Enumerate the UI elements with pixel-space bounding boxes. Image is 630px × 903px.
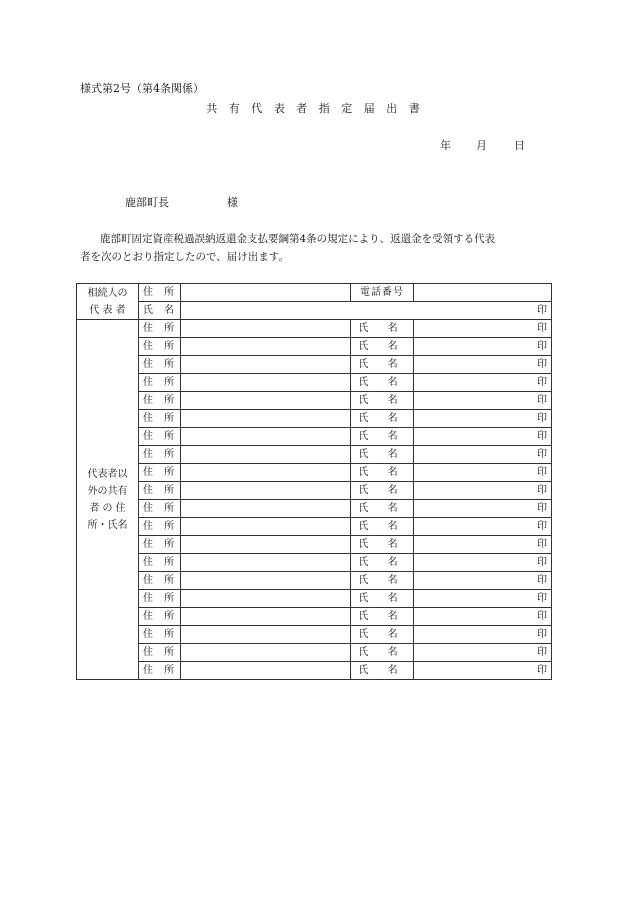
co-owner-seal-mark: 印 [537, 377, 547, 388]
co-owner-row [77, 392, 552, 410]
co-owner-address-field[interactable] [181, 608, 351, 626]
co-owner-name-field[interactable] [414, 410, 552, 428]
co-owner-name-field[interactable] [414, 644, 552, 662]
co-owner-address-field[interactable] [181, 590, 351, 608]
co-owner-row [77, 626, 552, 644]
co-owner-seal-mark: 印 [537, 341, 547, 352]
co-owner-name-field[interactable] [414, 320, 552, 338]
rep-name-label: 氏 名 [139, 302, 181, 320]
co-owner-row [77, 482, 552, 500]
co-owner-seal-mark: 印 [537, 611, 547, 622]
co-owner-row [77, 662, 552, 680]
co-owner-address-label: 住 所 [139, 482, 181, 500]
co-owner-name-field[interactable] [414, 464, 552, 482]
co-owner-name-label: 氏 名 [351, 356, 414, 374]
co-owner-address-label: 住 所 [139, 356, 181, 374]
rep-label-line-2: 代 表 者 [89, 304, 126, 316]
co-owner-seal-mark: 印 [537, 485, 547, 496]
co-owner-address-field[interactable] [181, 662, 351, 680]
co-owner-name-field[interactable] [414, 500, 552, 518]
date-day-label: 日 [514, 139, 525, 152]
co-owner-name-field[interactable] [414, 338, 552, 356]
co-owner-seal-mark: 印 [537, 539, 547, 550]
co-owner-address-label: 住 所 [139, 320, 181, 338]
co-owner-address-label: 住 所 [139, 608, 181, 626]
co-owner-seal-mark: 印 [537, 395, 547, 406]
co-owner-row [77, 338, 552, 356]
co-owner-row [77, 320, 552, 338]
co-owner-address-label: 住 所 [139, 428, 181, 446]
co-owner-address-field[interactable] [181, 554, 351, 572]
co-owner-name-field[interactable] [414, 590, 552, 608]
co-owner-address-label: 住 所 [139, 518, 181, 536]
co-owner-address-field[interactable] [181, 410, 351, 428]
co-owner-address-field[interactable] [181, 500, 351, 518]
co-owner-name-label: 氏 名 [351, 590, 414, 608]
co-owner-name-label: 氏 名 [351, 644, 414, 662]
co-owner-seal-mark: 印 [537, 449, 547, 460]
phone-label: 電話番号 [351, 284, 414, 302]
co-owner-address-label: 住 所 [139, 626, 181, 644]
co-owner-address-field[interactable] [181, 518, 351, 536]
co-owner-label-line-1: 代表者以 [87, 468, 128, 480]
co-owner-name-label: 氏 名 [351, 320, 414, 338]
co-owner-seal-mark: 印 [537, 323, 547, 334]
co-owner-label-line-2: 外の共有 [87, 485, 128, 497]
form-number: 様式第2号（第4条関係） [80, 82, 204, 95]
co-owner-name-field[interactable] [414, 626, 552, 644]
co-owner-seal-mark: 印 [537, 665, 547, 676]
rep-name-row [77, 302, 552, 320]
co-owner-seal-mark: 印 [537, 593, 547, 604]
co-owner-name-field[interactable] [414, 446, 552, 464]
co-owner-address-label: 住 所 [139, 446, 181, 464]
co-owner-address-label: 住 所 [139, 662, 181, 680]
co-owner-name-field[interactable] [414, 482, 552, 500]
co-owner-name-label: 氏 名 [351, 464, 414, 482]
co-owner-address-field[interactable] [181, 374, 351, 392]
co-owner-address-label: 住 所 [139, 500, 181, 518]
rep-address-row [77, 284, 552, 302]
co-owner-address-field[interactable] [181, 644, 351, 662]
co-owner-name-field[interactable] [414, 518, 552, 536]
co-owner-row [77, 572, 552, 590]
co-owner-name-label: 氏 名 [351, 410, 414, 428]
co-owner-address-field[interactable] [181, 320, 351, 338]
co-owner-address-field[interactable] [181, 536, 351, 554]
co-owner-name-label: 氏 名 [351, 338, 414, 356]
co-owner-name-label: 氏 名 [351, 374, 414, 392]
co-owner-name-field[interactable] [414, 428, 552, 446]
co-owner-name-label: 氏 名 [351, 392, 414, 410]
co-owner-name-label: 氏 名 [351, 536, 414, 554]
co-owner-seal-mark: 印 [537, 359, 547, 370]
addressee-honorific: 様 [227, 196, 238, 209]
co-owner-name-field[interactable] [414, 536, 552, 554]
co-owner-row [77, 644, 552, 662]
body-text [80, 230, 550, 266]
co-owner-address-label: 住 所 [139, 374, 181, 392]
designation-table [76, 283, 552, 680]
co-owner-seal-mark: 印 [537, 431, 547, 442]
co-owner-address-label: 住 所 [139, 392, 181, 410]
co-owner-name-field[interactable] [414, 554, 552, 572]
rep-label-cell [77, 284, 139, 320]
co-owner-row [77, 464, 552, 482]
co-owner-name-label: 氏 名 [351, 554, 414, 572]
date-year-label: 年 [440, 139, 451, 152]
date-line [440, 137, 525, 153]
co-owner-row [77, 590, 552, 608]
co-owner-address-label: 住 所 [139, 410, 181, 428]
co-owner-address-label: 住 所 [139, 464, 181, 482]
rep-address-field[interactable] [181, 284, 351, 302]
rep-address-label: 住 所 [139, 284, 181, 302]
co-owner-address-field[interactable] [181, 338, 351, 356]
co-owner-name-field[interactable] [414, 608, 552, 626]
co-owner-name-field[interactable] [414, 572, 552, 590]
co-owner-name-label: 氏 名 [351, 608, 414, 626]
rep-label-line-1: 相続人の [87, 287, 128, 299]
co-owner-address-field[interactable] [181, 482, 351, 500]
co-owner-seal-mark: 印 [537, 647, 547, 658]
co-owner-row [77, 446, 552, 464]
co-owner-address-label: 住 所 [139, 554, 181, 572]
phone-field[interactable] [414, 284, 552, 302]
co-owner-label-line-4: 所・氏名 [87, 519, 128, 531]
co-owner-name-label: 氏 名 [351, 518, 414, 536]
co-owner-seal-mark: 印 [537, 557, 547, 568]
co-owner-row [77, 536, 552, 554]
co-owner-row [77, 356, 552, 374]
co-owner-address-label: 住 所 [139, 572, 181, 590]
co-owner-row [77, 608, 552, 626]
co-owner-row [77, 554, 552, 572]
co-owner-row [77, 374, 552, 392]
co-owner-seal-mark: 印 [537, 413, 547, 424]
co-owner-name-label: 氏 名 [351, 482, 414, 500]
co-owner-name-label: 氏 名 [351, 500, 414, 518]
co-owner-row [77, 410, 552, 428]
co-owner-seal-mark: 印 [537, 503, 547, 514]
co-owner-name-field[interactable] [414, 356, 552, 374]
co-owner-address-field[interactable] [181, 626, 351, 644]
co-owner-row [77, 428, 552, 446]
co-owner-row [77, 500, 552, 518]
co-owner-address-label: 住 所 [139, 644, 181, 662]
co-owner-name-field[interactable] [414, 374, 552, 392]
co-owner-name-field[interactable] [414, 662, 552, 680]
co-owner-address-label: 住 所 [139, 536, 181, 554]
co-owner-name-label: 氏 名 [351, 626, 414, 644]
co-owner-address-field[interactable] [181, 572, 351, 590]
co-owner-address-field[interactable] [181, 446, 351, 464]
co-owner-address-field[interactable] [181, 464, 351, 482]
co-owner-label-cell [77, 320, 139, 680]
co-owner-seal-mark: 印 [537, 467, 547, 478]
co-owner-address-field[interactable] [181, 356, 351, 374]
co-owner-name-label: 氏 名 [351, 572, 414, 590]
co-owner-label-line-3: 者 の 住 [89, 502, 126, 514]
date-month-label: 月 [476, 139, 487, 152]
co-owner-name-label: 氏 名 [351, 446, 414, 464]
co-owner-name-label: 氏 名 [351, 662, 414, 680]
co-owner-address-field[interactable] [181, 392, 351, 410]
co-owner-address-label: 住 所 [139, 338, 181, 356]
rep-name-field[interactable] [181, 302, 552, 320]
addressee [125, 194, 238, 210]
co-owner-name-label: 氏 名 [351, 428, 414, 446]
body-line-1: 鹿部町固定資産税過誤納返還金支払要綱第4条の規定により、返還金を受領する代表 [100, 233, 496, 245]
co-owner-name-field[interactable] [414, 392, 552, 410]
co-owner-address-label: 住 所 [139, 590, 181, 608]
rep-seal-mark: 印 [537, 305, 547, 316]
form-title: 共 有 代 表 者 指 定 届 出 書 [206, 102, 424, 115]
co-owner-seal-mark: 印 [537, 629, 547, 640]
co-owner-address-field[interactable] [181, 428, 351, 446]
body-line-2: 者を次のとおり指定したので、届け出ます。 [80, 251, 289, 263]
co-owner-seal-mark: 印 [537, 575, 547, 586]
co-owner-seal-mark: 印 [537, 521, 547, 532]
co-owner-row [77, 518, 552, 536]
addressee-recipient: 鹿部町長 [125, 196, 169, 209]
